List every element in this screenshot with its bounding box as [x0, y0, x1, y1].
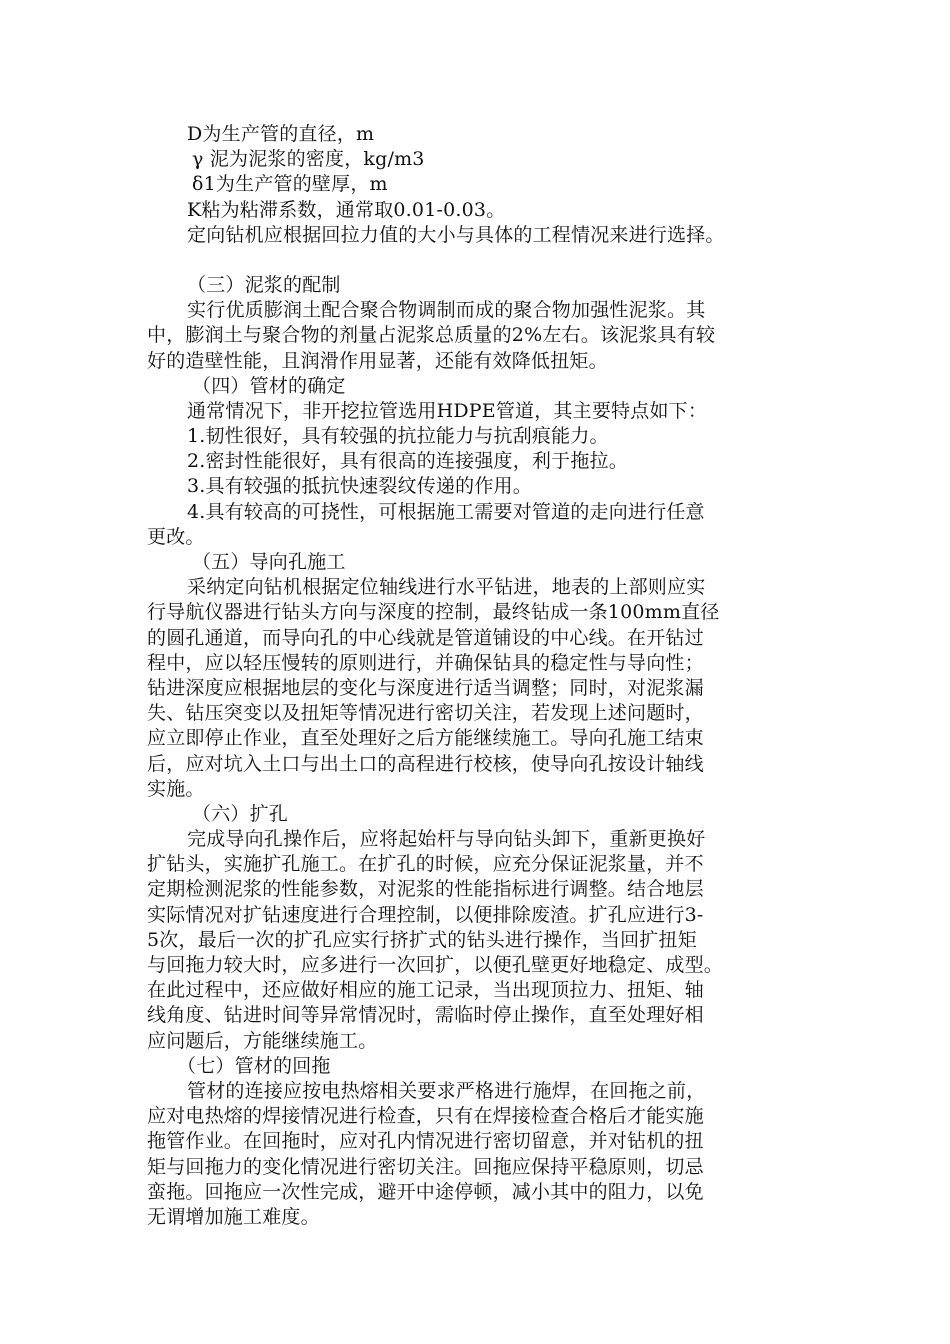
text-line: 定期检测泥浆的性能参数，对泥浆的性能指标进行调整。结合地层 [147, 878, 704, 901]
text-line: 扩钻头，实施扩孔施工。在扩孔的时候，应充分保证泥浆量，并不 [147, 853, 704, 876]
text-line: 无谓增加施工难度。 [147, 1205, 320, 1228]
section-heading: （七）管材的回拖 [177, 1054, 331, 1077]
text-line: 矩与回拖力的变化情况进行密切关注。回拖应保持平稳原则，切忌 [147, 1155, 704, 1178]
text-line: 好的造壁性能，且润滑作用显著，还能有效降低扭矩。 [147, 349, 608, 372]
text-line: 实行优质膨润土配合聚合物调制而成的聚合物加强性泥浆。其 [187, 299, 706, 322]
text-line: K粘为粘滞系数，通常取0.01-0.03。 [187, 198, 506, 221]
text-line: 失、钻压突变以及扭矩等情况进行密切关注，若发现上述问题时， [147, 702, 704, 725]
text-line: γ 泥为泥浆的密度，kg/m3 [192, 148, 425, 171]
text-line: 钻进深度应根据地层的变化与深度进行适当调整；同时，对泥浆漏 [147, 676, 704, 699]
section-heading: （五）导向孔施工 [192, 551, 346, 573]
text-line: 蛮拖。回拖应一次性完成，避开中途停顿，减小其中的阻力，以免 [147, 1180, 704, 1203]
text-line: δ1为生产管的壁厚，m [192, 173, 388, 196]
text-line: 程中，应以轻压慢转的原则进行，并确保钻具的稳定性与导向性； [147, 651, 704, 674]
blank-line [147, 248, 807, 273]
text-line: 实施。 [147, 777, 205, 800]
text-line: 应立即停止作业，直至处理好之后方能继续施工。导向孔施工结束 [147, 727, 704, 750]
list-item: 1.韧性很好，具有较强的抗拉能力与抗刮痕能力。 [187, 425, 609, 448]
text-line: 线角度、钻进时间等异常情况时，需临时停止操作，直至处理好相 [147, 1004, 704, 1027]
list-item: 3.具有较强的抵抗快速裂纹传递的作用。 [187, 475, 532, 498]
text-line: 管材的连接应按电热熔相关要求严格进行施焊，在回拖之前， [187, 1079, 706, 1102]
text-line: 与回拖力较大时，应多进行一次回扩，以便孔壁更好地稳定、成型。 [147, 954, 724, 976]
text-line: 中，膨润土与聚合物的剂量占泥浆总质量的2%左右。该泥浆具有较 [147, 324, 716, 347]
text-line: 的圆孔通道，而导向孔的中心线就是管道铺设的中心线。在开钻过 [147, 626, 704, 649]
text-line: 通常情况下，非开挖拉管选用HDPE管道，其主要特点如下： [187, 399, 708, 422]
section-heading: （三）泥浆的配制 [187, 273, 341, 296]
text-line: 拖管作业。在回拖时，应对孔内情况进行密切留意，并对钻机的扭 [147, 1130, 704, 1153]
text-line: 更改。 [147, 525, 205, 548]
text-line: 应问题后，方能继续施工。 [147, 1029, 378, 1052]
text-line: 行导航仪器进行钻头方向与深度的控制，最终钻成一条100mm直径 [147, 601, 720, 624]
text-line: 后，应对坑入土口与出土口的高程进行校核，使导向孔按设计轴线 [147, 752, 704, 775]
text-line: 应对电热熔的焊接情况进行检查，只有在焊接检查合格后才能实施 [147, 1105, 704, 1128]
document-body [147, 122, 807, 1230]
text-line: 采纳定向钻机根据定位轴线进行水平钻进，地表的上部则应实 [187, 576, 706, 599]
text-line: 5次，最后一次的扩孔应实行挤扩式的钻头进行操作，当回扩扭矩 [147, 928, 697, 951]
section-heading: （六）扩孔 [192, 802, 289, 825]
text-line: D为生产管的直径，m [187, 123, 375, 145]
section-heading: （四）管材的确定 [192, 374, 346, 397]
text-line: 定向钻机应根据回拉力值的大小与具体的工程情况来进行选择。 [187, 223, 725, 246]
list-item: 4.具有较高的可挠性，可根据施工需要对管道的走向进行任意 [187, 500, 705, 523]
list-item: 2.密封性能很好，具有很高的连接强度，利于拖拉。 [187, 450, 628, 473]
text-line: 在此过程中，还应做好相应的施工记录，当出现顶拉力、扭矩、轴 [147, 979, 704, 1002]
text-line: 完成导向孔操作后，应将起始杆与导向钻头卸下，重新更换好 [187, 828, 706, 851]
text-line: 实际情况对扩钻速度进行合理控制，以便排除废渣。扩孔应进行3- [147, 903, 704, 926]
